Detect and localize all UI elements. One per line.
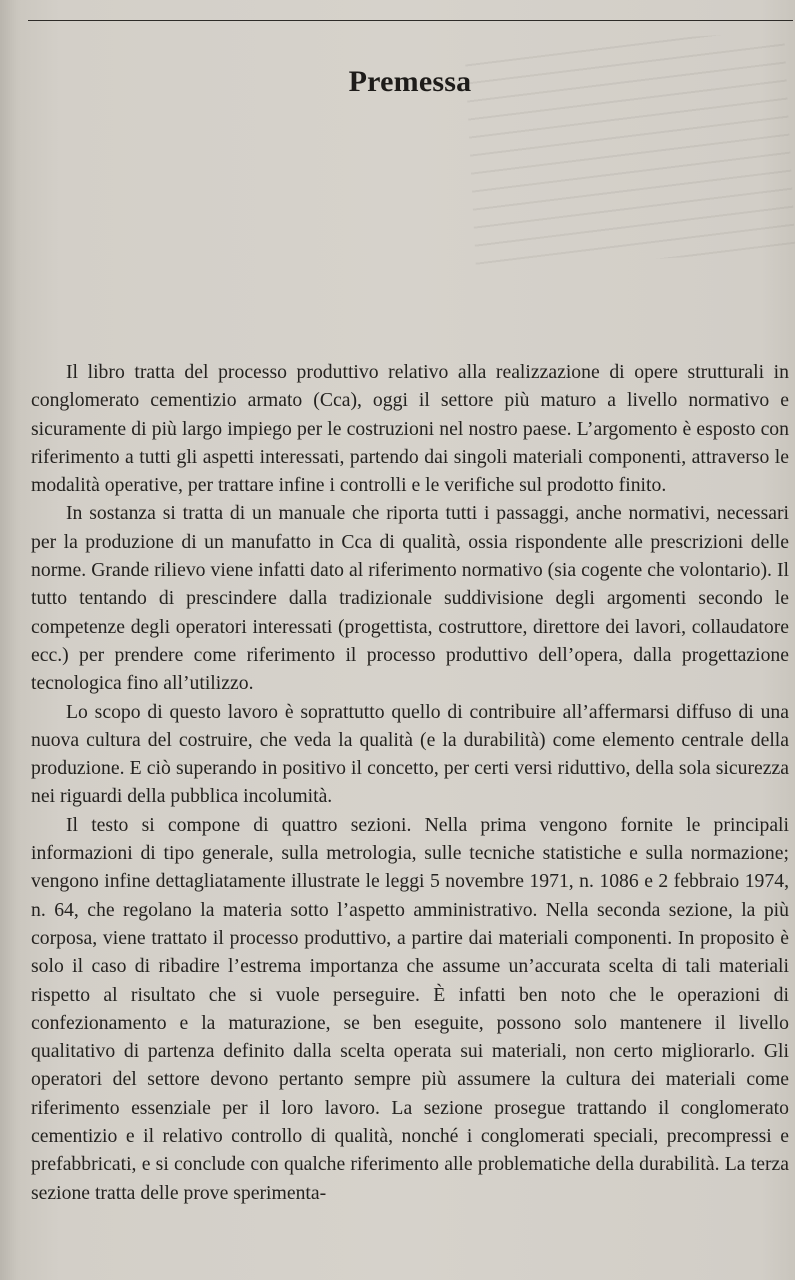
paragraph-3: Lo scopo di questo lavoro è soprattutto quello di contribuire all’affermarsi diffuso di una nuova cultura del costruire, che veda la qualità (e la durabilità) come elemento centrale della produzione. E ciò superando in positivo il concetto, per certi versi riduttivo, della sola sicurezza nei riguardi della pubblica incolumità. bbox=[31, 700, 789, 808]
header-rule bbox=[28, 20, 793, 22]
paragraph-4: Il testo si compone di quattro sezioni. Nella prima vengono fornite le principali informazioni di tipo generale, sulla metrologia, sulle tecniche statistiche e sulla normazione; vengono infine dettagliatamente illustrate le leggi 5 novembre 1971, n. 1086 e 2 febbraio 1974, n. 64, che regolano la materia sotto l’aspetto amministrativo. Nella seconda sezione, la più corposa, viene trattato il processo produttivo, a partire dai materiali componenti. In proposito è solo il caso di ribadire l’estrema importanza che assume un’accurata scelta di tali materiali rispetto al risultato che si vuole perseguire. È infatti ben noto che le operazioni di confezionamento e la maturazione, se ben eseguite, possono solo mantenere il livello qualitativo di partenza definito dalla scelta operata sui materiali, non certo migliorarlo. Gli operatori del settore devono pertanto sempre più assumere la cultura dei materiali come riferimento essenziale per il loro lavoro. La sezione prosegue trattando il conglomerato cementizio e il relativo controllo di qualità, nonché i conglomerati speciali, precompressi e prefabbricati, e si conclude con qualche riferimento alle problematiche della durabilità. La terza sezione tratta delle prove sperimenta- bbox=[31, 813, 789, 1204]
paragraph-1: Il libro tratta del processo produttivo relativo alla realizzazione di opere strutturali in conglomerato cementizio armato (Cca), oggi il settore più maturo a livello normativo e sicuramente di più largo impiego per le costruzioni nel nostro paese. L’argomento è esposto con riferimento a tutti gli aspetti interessati, partendo dai singoli materiali componenti, attraverso le modalità operative, per trattare infine i controlli e le verifiche sul prodotto finito. bbox=[31, 361, 789, 497]
body-text bbox=[31, 358, 789, 1207]
paragraph-2: In sostanza si tratta di un manuale che riporta tutti i passaggi, anche normativi, necessari per la produzione di un manufatto in Cca di qualità, ossia rispondente alle prescrizioni delle norme. Grande rilievo viene infatti dato al riferimento normativo (sia cogente che volontario). Il tutto tentando di prescindere dalla tradizionale suddivisione degli argomenti secondo le competenze degli operatori interessati (progettista, costruttore, direttore dei lavori, collaudatore ecc.) per prendere come riferimento il processo produttivo dell’opera, dalla progettazione tecnologica fino all’utilizzo. bbox=[31, 502, 789, 695]
chapter-title: Premessa bbox=[348, 65, 472, 99]
